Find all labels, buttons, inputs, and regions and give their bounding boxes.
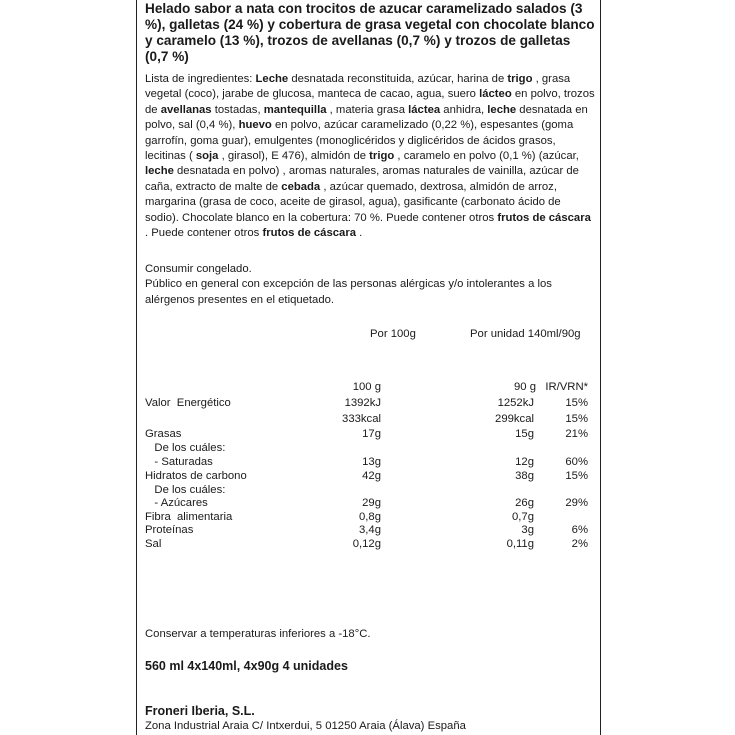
nutrient-label: De los cuáles: — [145, 442, 226, 454]
ingredient-text: tostadas, — [211, 103, 264, 116]
ingredient-text: en polvo, azúcar caramelizado (0,22 %), espesantes (goma garrofín, goma guar), emulgentes (monoglicéridos y diglicéridos de ácidos grasos, lecitinas ( — [145, 119, 574, 163]
ingredient-text: , materia grasa — [326, 103, 409, 116]
nutrition-row — [145, 442, 590, 457]
col-header-ir: IR/VRN* — [545, 381, 588, 393]
ingredient-text: desnatada reconstituida, azúcar, harina de — [288, 73, 508, 85]
nutrient-label: Fibra alimentaria — [145, 511, 233, 523]
allergen-term: frutos de cáscara — [262, 227, 356, 240]
ingredient-text: , caramelo en polvo (0,1 %) (azúcar, — [394, 150, 579, 163]
ingredients-list — [145, 72, 597, 241]
nutrition-row — [145, 497, 590, 512]
value-per-unit: 3g — [521, 524, 534, 536]
company-name: Froneri Iberia, S.L. — [145, 704, 255, 718]
allergen-term: frutos de cáscara — [497, 211, 591, 224]
value-per-100g: 17g — [362, 428, 381, 440]
nutrition-row — [145, 538, 590, 553]
value-per-unit: 15g — [515, 428, 534, 440]
nutrient-label: Sal — [145, 538, 162, 550]
ingredient-text: Lista de ingredientes: — [145, 73, 256, 85]
allergen-term: avellanas — [160, 103, 212, 116]
ingredient-text: . — [356, 227, 363, 240]
ingredient-text: , azúcar quemado, dextrosa, almidón de arroz, margarina (grasa de coco, aceite de girasol, agua), gasificante (carbonato ácido de sodio). Chocolate blanco en la cobertura: 70 %. Puede contener otros — [145, 180, 561, 224]
value-per-100g: 29g — [362, 497, 381, 509]
allergen-term: leche — [145, 165, 174, 178]
nutrient-label: Grasas — [145, 428, 182, 440]
value-per-100g: 333kcal — [342, 413, 381, 425]
value-per-unit: 38g — [515, 470, 534, 482]
allergen-term: Leche — [255, 73, 289, 85]
value-per-100g: 0,12g — [352, 538, 381, 550]
audience-note-line-2: alérgenos presentes en el etiquetado. — [145, 294, 335, 306]
allergen-term: lácteo — [479, 88, 512, 101]
conservation-note: Conservar a temperaturas inferiores a -18°C. — [145, 628, 371, 640]
value-per-unit: 1252kJ — [497, 397, 534, 409]
value-ir-percent: 29% — [565, 497, 588, 509]
nutrition-row — [145, 413, 590, 428]
nutrition-header-perunit: Por unidad 140ml/90g — [470, 328, 581, 340]
allergen-term: mantequilla — [263, 103, 327, 116]
product-title: Helado sabor a nata con trocitos de azucar caramelizado salados (3 %), galletas (24 %) y cobertura de grasa vegetal con chocolate blanco y caramelo (13 %), trozos de avellanas (0,7 %) y trozos de galletas (0,7 %) — [145, 1, 595, 65]
value-per-unit: 299kcal — [495, 413, 534, 425]
value-ir-percent: 2% — [571, 538, 588, 550]
value-per-unit: 12g — [515, 456, 534, 468]
ingredient-text: en polvo, trozos de — [145, 88, 595, 116]
nutrition-column-headers — [145, 381, 590, 396]
nutrient-label: Valor Energético — [145, 397, 231, 409]
allergen-term: láctea — [408, 103, 441, 116]
value-ir-percent: 21% — [565, 428, 588, 440]
allergen-term: huevo — [238, 119, 272, 132]
nutrition-row — [145, 456, 590, 471]
nutrient-label: - Saturadas — [145, 456, 213, 468]
nutrition-header-per100: Por 100g — [370, 328, 416, 340]
audience-note-line-1: Público en general con excepción de las personas alérgicas y/o intolerantes a los — [145, 278, 552, 290]
allergen-term: trigo — [507, 73, 533, 85]
value-per-unit: 0,11g — [506, 538, 534, 550]
value-per-100g: 1392kJ — [344, 397, 381, 409]
storage-note: Consumir congelado. — [145, 263, 252, 275]
company-address: Zona Industrial Araia C/ Intxerdui, 5 01250 Araia (Álava) España — [145, 720, 466, 732]
nutrient-label: - Azúcares — [145, 497, 208, 509]
nutrition-row — [145, 470, 590, 485]
value-per-100g: 0,8g — [359, 511, 381, 523]
value-per-unit: 26g — [515, 497, 534, 509]
nutrition-row — [145, 397, 590, 412]
quantity-line: 560 ml 4x140ml, 4x90g 4 unidades — [145, 659, 348, 673]
value-ir-percent: 15% — [565, 470, 588, 482]
nutrition-row — [145, 428, 590, 443]
value-ir-percent: 6% — [571, 524, 588, 536]
nutrient-label: Hidratos de carbono — [145, 470, 247, 482]
col-header-100g: 100 g — [352, 381, 381, 393]
ingredient-text: , grasa vegetal (coco), jarabe de glucosa, manteca de cacao, agua, suero — [145, 73, 571, 101]
nutrition-row — [145, 524, 590, 539]
value-ir-percent: 15% — [565, 397, 588, 409]
allergen-term: leche — [487, 103, 517, 116]
ingredient-text: desnatada en polvo) , aromas naturales, aromas naturales de vainilla, azúcar de caña, extracto de malte de — [145, 165, 579, 193]
allergen-term: trigo — [369, 150, 395, 163]
value-ir-percent: 60% — [565, 456, 588, 468]
nutrient-label: De los cuáles: — [145, 484, 226, 496]
value-per-100g: 42g — [362, 470, 381, 482]
value-ir-percent: 15% — [565, 413, 588, 425]
ingredient-text: . Puede contener otros — [145, 227, 263, 240]
value-per-unit: 0,7g — [512, 511, 534, 523]
allergen-term: cebada — [281, 180, 321, 193]
value-per-100g: 3,4g — [359, 524, 381, 536]
ingredient-text: , girasol), E 476), almidón de — [218, 150, 370, 163]
nutrient-label: Proteínas — [145, 524, 194, 536]
ingredient-text: anhidra, — [440, 103, 488, 116]
col-header-unit: 90 g — [514, 381, 536, 393]
value-per-100g: 13g — [362, 456, 381, 468]
ingredient-text: desnatada en polvo, sal (0,4 %), — [145, 103, 588, 132]
allergen-term: soja — [195, 150, 219, 163]
